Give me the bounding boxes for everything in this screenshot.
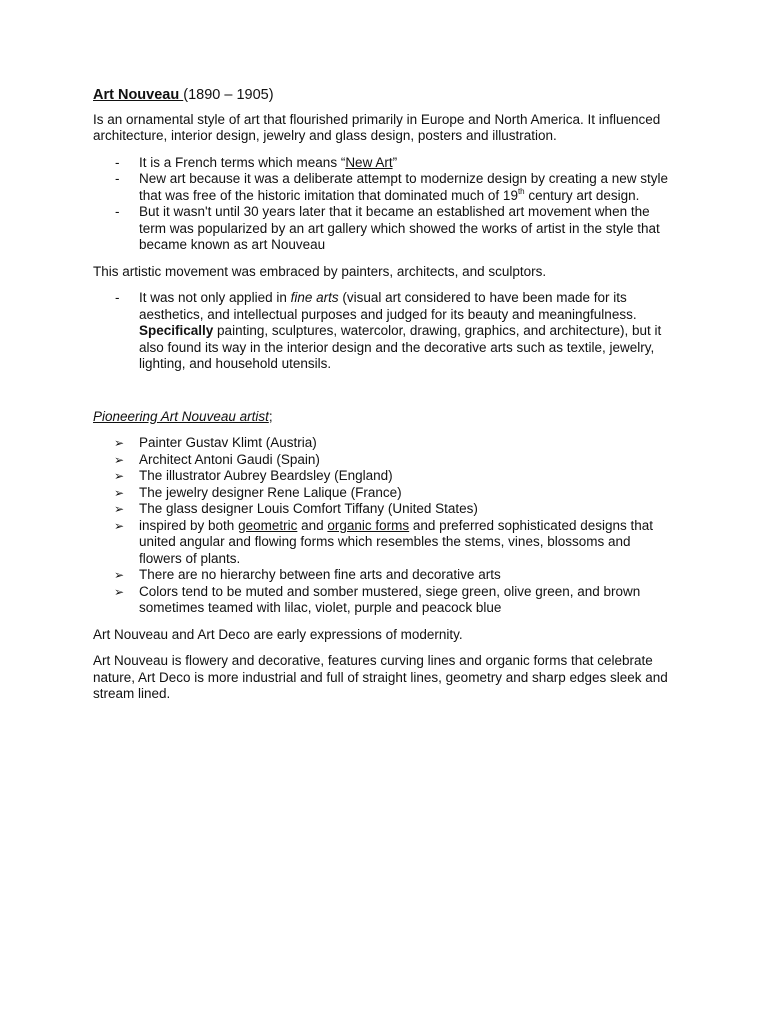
pioneer-heading bbox=[93, 409, 672, 426]
list-item bbox=[93, 567, 672, 584]
dash-marker: - bbox=[115, 204, 120, 219]
arrow-bullet-icon: ➢ bbox=[114, 469, 125, 483]
intro-paragraph: Is an ornamental style of art that flourished primarily in Europe and North America. It influenced architecture, interior design, jewelry and glass design, posters and illustration. bbox=[93, 111, 661, 143]
list-item bbox=[93, 435, 672, 452]
dash-list-2 bbox=[93, 290, 672, 373]
list-item bbox=[93, 452, 672, 469]
superscript: th bbox=[517, 186, 525, 196]
dash-marker: - bbox=[115, 154, 120, 170]
item-text: century art design. bbox=[524, 187, 640, 203]
geometric-text: geometric bbox=[238, 517, 298, 533]
arrow-bullet-icon: ➢ bbox=[114, 584, 125, 599]
list-item bbox=[93, 518, 672, 568]
arrow-bullet-icon: ➢ bbox=[114, 436, 125, 450]
item-text: painting, sculptures, watercolor, drawing, graphics, and architecture), but it also found its way in the interior design and the decorative arts such as textile, jewelry, lighting, and household utensils. bbox=[139, 323, 662, 371]
list-item bbox=[93, 485, 672, 502]
list-item bbox=[93, 468, 672, 485]
specifically-text: Specifically bbox=[139, 323, 214, 338]
dash-list-1 bbox=[93, 155, 672, 254]
item-text: Architect Antoni Gaudi (Spain) bbox=[139, 451, 320, 467]
spacer bbox=[93, 383, 672, 409]
arrow-bullet-icon: ➢ bbox=[114, 452, 125, 467]
item-text: New art because it was a deliberate attempt to modernize design by creating a new style that was free of the historic imitation that dominated much of 19 bbox=[139, 171, 669, 203]
item-text: But it wasn't until 30 years later that it became an established art movement when the term was popularized by an art gallery which showed the works of artist in the style that became known as art Nouveau bbox=[139, 204, 660, 252]
list-item bbox=[93, 171, 672, 204]
list-item bbox=[93, 501, 672, 518]
fine-arts-text: fine arts bbox=[290, 290, 339, 305]
dash-marker: - bbox=[115, 290, 120, 305]
list-item bbox=[93, 290, 672, 373]
document-title bbox=[93, 87, 672, 104]
item-text: The jewelry designer Rene Lalique (France) bbox=[139, 484, 402, 500]
item-text: ” bbox=[392, 154, 398, 170]
new-art-link: New Art bbox=[345, 154, 393, 170]
item-text: (visual art considered to have been made for its aesthetics, and intellectual purposes and judged for its beauty and meaningfulness. bbox=[139, 290, 637, 322]
item-text: The glass designer Louis Comfort Tiffany (United States) bbox=[139, 501, 478, 516]
list-item bbox=[93, 204, 672, 254]
arrow-bullet-icon: ➢ bbox=[114, 568, 125, 582]
item-text: and preferred sophisticated designs that united angular and flowing forms which resembles the stems, vines, blossoms and flowers of plants. bbox=[139, 517, 654, 566]
title-main: Art Nouveau bbox=[93, 87, 184, 103]
arrow-bullet-icon: ➢ bbox=[114, 502, 125, 516]
title-dates: (1890 – 1905) bbox=[183, 87, 274, 103]
comparison-paragraph: Art Nouveau is flowery and decorative, features curving lines and organic forms that celebrate nature, Art Deco is more industrial and full of straight lines, geometry and sharp edges sleek and stream lined. bbox=[93, 653, 668, 701]
arrow-bullet-icon: ➢ bbox=[114, 518, 125, 533]
item-text: The illustrator Aubrey Beardsley (England) bbox=[139, 468, 393, 483]
movement-paragraph: This artistic movement was embraced by painters, architects, and sculptors. bbox=[93, 263, 547, 279]
pioneer-heading-text: Pioneering Art Nouveau artist bbox=[93, 408, 269, 424]
list-item bbox=[93, 584, 672, 617]
list-item bbox=[93, 155, 672, 172]
item-text: Painter Gustav Klimt (Austria) bbox=[139, 435, 317, 450]
item-text: Colors tend to be muted and somber mustered, siege green, olive green, and brown sometimes teamed with lilac, violet, purple and peacock blue bbox=[139, 583, 641, 615]
dash-marker: - bbox=[115, 171, 120, 186]
item-text: and bbox=[297, 517, 328, 533]
arrow-bullet-icon: ➢ bbox=[114, 485, 125, 500]
modernity-paragraph: Art Nouveau and Art Deco are early expressions of modernity. bbox=[93, 626, 463, 642]
item-text: It is a French terms which means “ bbox=[139, 154, 346, 170]
arrow-list bbox=[93, 435, 672, 617]
item-text: It was not only applied in bbox=[139, 290, 291, 305]
organic-forms-text: organic forms bbox=[327, 517, 410, 533]
item-text: There are no hierarchy between fine arts and decorative arts bbox=[139, 567, 501, 582]
item-text: inspired by both bbox=[139, 517, 239, 533]
pioneer-heading-semicolon: ; bbox=[268, 408, 273, 424]
